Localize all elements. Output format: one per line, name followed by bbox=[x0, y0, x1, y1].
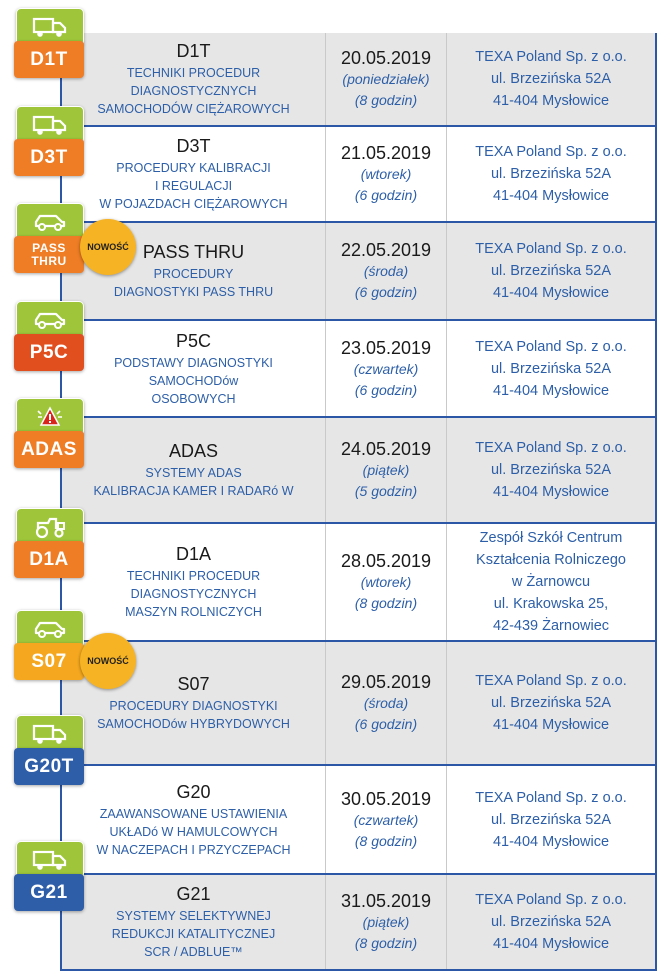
course-description-line: TECHNIKI PROCEDUR bbox=[126, 66, 261, 80]
course-location-line: TEXA Poland Sp. z o.o. bbox=[475, 673, 627, 689]
course-code: D1A bbox=[175, 544, 211, 564]
course-date: 30.05.2019 bbox=[340, 788, 432, 809]
course-day: (poniedziałek) bbox=[342, 71, 430, 87]
course-description-line: I REGULACJI bbox=[154, 179, 233, 193]
badge-label-line: S07 bbox=[31, 650, 67, 672]
course-location-line: ul. Brzezińska 52A bbox=[490, 695, 612, 711]
course-badge-label bbox=[14, 748, 84, 785]
course-location-line: TEXA Poland Sp. z o.o. bbox=[475, 892, 627, 908]
course-hours: (6 godzin) bbox=[354, 381, 418, 398]
course-description-line: SCR / ADBLUE™ bbox=[144, 945, 243, 959]
course-description-line: PROCEDURY DIAGNOSTYKI bbox=[109, 699, 278, 713]
course-location-line: TEXA Poland Sp. z o.o. bbox=[475, 241, 627, 257]
course-description-line: SAMOCHODów HYBRYDOWYCH bbox=[97, 717, 290, 731]
course-location-line: w Żarnowcu bbox=[511, 574, 591, 590]
course-date-cell bbox=[326, 321, 447, 416]
course-badge bbox=[14, 203, 84, 273]
course-hours: (8 godzin) bbox=[354, 595, 418, 611]
new-course-badge: NOWOŚĆ bbox=[80, 633, 136, 689]
badge-label-line: G21 bbox=[30, 881, 68, 903]
course-location-cell bbox=[447, 524, 655, 640]
course-name-cell bbox=[62, 418, 326, 522]
course-badge bbox=[14, 106, 84, 176]
course-date-cell bbox=[326, 127, 447, 221]
course-date: 23.05.2019 bbox=[340, 337, 432, 358]
course-code: P5C bbox=[175, 330, 211, 351]
course-date-cell bbox=[326, 33, 447, 125]
course-date: 22.05.2019 bbox=[340, 240, 432, 260]
course-location-cell bbox=[447, 766, 655, 873]
course-name-cell bbox=[62, 127, 326, 221]
course-badge bbox=[14, 398, 84, 468]
course-location-line: ul. Brzezińska 52A bbox=[490, 166, 612, 182]
course-description-line: SYSTEMY SELEKTYWNEJ bbox=[116, 909, 271, 923]
badge-label-line: D1T bbox=[30, 48, 68, 70]
course-location-line: TEXA Poland Sp. z o.o. bbox=[475, 789, 627, 806]
course-code: D1T bbox=[176, 41, 211, 61]
course-location-cell bbox=[447, 321, 655, 416]
course-badge bbox=[14, 841, 84, 911]
course-code: S07 bbox=[177, 674, 210, 694]
course-description-line: SAMOCHODów bbox=[148, 373, 239, 388]
course-location-line: TEXA Poland Sp. z o.o. bbox=[475, 440, 627, 456]
course-location-line: 41-404 Mysłowice bbox=[492, 382, 610, 399]
badge-label-line: ADAS bbox=[21, 438, 77, 460]
course-hours: (5 godzin) bbox=[354, 483, 418, 499]
course-badge bbox=[14, 8, 84, 78]
course-location-line: TEXA Poland Sp. z o.o. bbox=[475, 49, 627, 65]
course-code: D3T bbox=[176, 136, 211, 156]
course-badge-label bbox=[14, 139, 84, 176]
course-location-line: 41-404 Mysłowice bbox=[492, 936, 610, 952]
course-name-cell bbox=[62, 524, 326, 640]
course-badge-label bbox=[14, 431, 84, 468]
course-badge-label bbox=[14, 643, 84, 680]
course-row bbox=[62, 524, 655, 642]
course-location-cell bbox=[447, 418, 655, 522]
course-day: (czwartek) bbox=[353, 811, 419, 828]
course-badge-label bbox=[14, 334, 84, 371]
new-course-badge: NOWOŚĆ bbox=[80, 219, 136, 275]
course-code: ADAS bbox=[168, 441, 219, 461]
course-location-cell bbox=[447, 127, 655, 221]
course-day: (wtorek) bbox=[360, 574, 412, 590]
course-location-line: ul. Brzezińska 52A bbox=[490, 914, 612, 930]
course-day: (piątek) bbox=[362, 462, 410, 478]
course-row bbox=[62, 766, 655, 875]
course-hours: (8 godzin) bbox=[354, 92, 418, 108]
course-row bbox=[62, 321, 655, 418]
course-date: 29.05.2019 bbox=[340, 672, 432, 692]
badge-label-line: P5C bbox=[29, 341, 69, 363]
course-badge-label bbox=[14, 41, 84, 78]
course-description-line: W POJAZDACH CIĘŻAROWYCH bbox=[99, 197, 288, 211]
course-description-line: PODSTAWY DIAGNOSTYKI bbox=[114, 355, 273, 370]
course-badge bbox=[14, 508, 84, 578]
course-location-line: ul. Krakowska 25, bbox=[493, 596, 609, 612]
course-description-line: PROCEDURY bbox=[153, 267, 234, 281]
badge-label-line: PASS bbox=[32, 240, 66, 255]
course-name-cell bbox=[62, 321, 326, 416]
course-location-line: ul. Brzezińska 52A bbox=[490, 71, 612, 87]
course-description-line: DIAGNOSTYCZNYCH bbox=[130, 587, 257, 601]
course-date-cell bbox=[326, 223, 447, 319]
course-badge-label bbox=[14, 236, 84, 273]
course-name-cell bbox=[62, 875, 326, 969]
course-description-line: MASZYN ROLNICZYCH bbox=[125, 605, 262, 619]
course-day: (czwartek) bbox=[353, 360, 419, 377]
course-hours: (6 godzin) bbox=[354, 284, 418, 300]
badge-label-line: D1A bbox=[29, 548, 69, 570]
course-code: G20 bbox=[176, 781, 211, 802]
course-date-cell bbox=[326, 524, 447, 640]
course-location-line: Kształcenia Rolniczego bbox=[476, 552, 626, 568]
course-date-cell bbox=[326, 875, 447, 969]
course-badge-label bbox=[14, 874, 84, 911]
course-description-line: SYSTEMY ADAS bbox=[145, 466, 242, 480]
course-description-line: SAMOCHODÓW CIĘŻAROWYCH bbox=[97, 102, 290, 116]
badge-label-line: G20T bbox=[24, 755, 74, 777]
course-hours: (8 godzin) bbox=[354, 935, 418, 951]
course-location-cell bbox=[447, 875, 655, 969]
course-location-line: 41-404 Mysłowice bbox=[492, 188, 610, 204]
course-badge bbox=[14, 715, 84, 785]
course-date: 21.05.2019 bbox=[340, 143, 432, 163]
course-row bbox=[62, 33, 655, 127]
course-code: PASS THRU bbox=[142, 242, 245, 262]
course-description-line: OSOBOWYCH bbox=[151, 391, 236, 406]
course-name-cell bbox=[62, 766, 326, 873]
course-day: (piątek) bbox=[362, 914, 410, 930]
course-date: 28.05.2019 bbox=[340, 551, 432, 571]
course-row bbox=[62, 223, 655, 321]
course-name-cell bbox=[62, 33, 326, 125]
badge-label-line: THRU bbox=[31, 253, 67, 268]
course-location-line: TEXA Poland Sp. z o.o. bbox=[475, 144, 627, 160]
course-location-line: ul. Brzezińska 52A bbox=[490, 811, 612, 828]
course-description-line: PROCEDURY KALIBRACJI bbox=[116, 161, 271, 175]
course-row bbox=[62, 127, 655, 223]
course-row bbox=[62, 418, 655, 524]
course-location-cell bbox=[447, 223, 655, 319]
course-badge bbox=[14, 610, 84, 680]
course-description-line: UKŁADó W HAMULCOWYCH bbox=[109, 824, 278, 839]
course-location-line: 41-404 Mysłowice bbox=[492, 717, 610, 733]
course-badge bbox=[14, 301, 84, 371]
course-date-cell bbox=[326, 642, 447, 764]
course-description-line: TECHNIKI PROCEDUR bbox=[126, 569, 261, 583]
course-hours: (6 godzin) bbox=[354, 187, 418, 203]
course-day: (środa) bbox=[363, 695, 409, 711]
course-description-line: KALIBRACJA KAMER I RADARó W bbox=[93, 484, 294, 498]
course-location-line: TEXA Poland Sp. z o.o. bbox=[475, 338, 627, 355]
course-location-line: ul. Brzezińska 52A bbox=[490, 462, 612, 478]
course-location-cell bbox=[447, 33, 655, 125]
badge-label-line: D3T bbox=[30, 146, 68, 168]
course-location-line: Zespół Szkół Centrum bbox=[479, 530, 623, 546]
course-row bbox=[62, 642, 655, 766]
course-location-line: 41-404 Mysłowice bbox=[492, 484, 610, 500]
course-date: 20.05.2019 bbox=[340, 48, 432, 68]
course-date-cell bbox=[326, 418, 447, 522]
course-hours: (8 godzin) bbox=[354, 832, 418, 849]
course-location-line: 41-404 Mysłowice bbox=[492, 833, 610, 850]
course-badge-label bbox=[14, 541, 84, 578]
course-location-line: 41-404 Mysłowice bbox=[492, 93, 610, 109]
course-location-cell bbox=[447, 642, 655, 764]
course-location-line: 42-439 Żarnowiec bbox=[492, 618, 610, 634]
course-description-line: DIAGNOSTYKI PASS THRU bbox=[113, 285, 274, 299]
course-description-line: W NACZEPACH I PRZYCZEPACH bbox=[96, 842, 291, 857]
course-day: (wtorek) bbox=[360, 166, 412, 182]
course-date: 31.05.2019 bbox=[340, 891, 432, 911]
course-code: G21 bbox=[176, 884, 211, 904]
course-location-line: 41-404 Mysłowice bbox=[492, 285, 610, 301]
course-day: (środa) bbox=[363, 263, 409, 279]
course-location-line: ul. Brzezińska 52A bbox=[490, 263, 612, 279]
course-description-line: DIAGNOSTYCZNYCH bbox=[130, 84, 257, 98]
course-hours: (6 godzin) bbox=[354, 716, 418, 732]
course-location-line: ul. Brzezińska 52A bbox=[490, 360, 612, 377]
course-row bbox=[62, 875, 655, 971]
course-description-line: ZAAWANSOWANE USTAWIENIA bbox=[99, 806, 288, 821]
course-description-line: REDUKCJI KATALITYCZNEJ bbox=[111, 927, 276, 941]
course-date: 24.05.2019 bbox=[340, 439, 432, 459]
course-date-cell bbox=[326, 766, 447, 873]
